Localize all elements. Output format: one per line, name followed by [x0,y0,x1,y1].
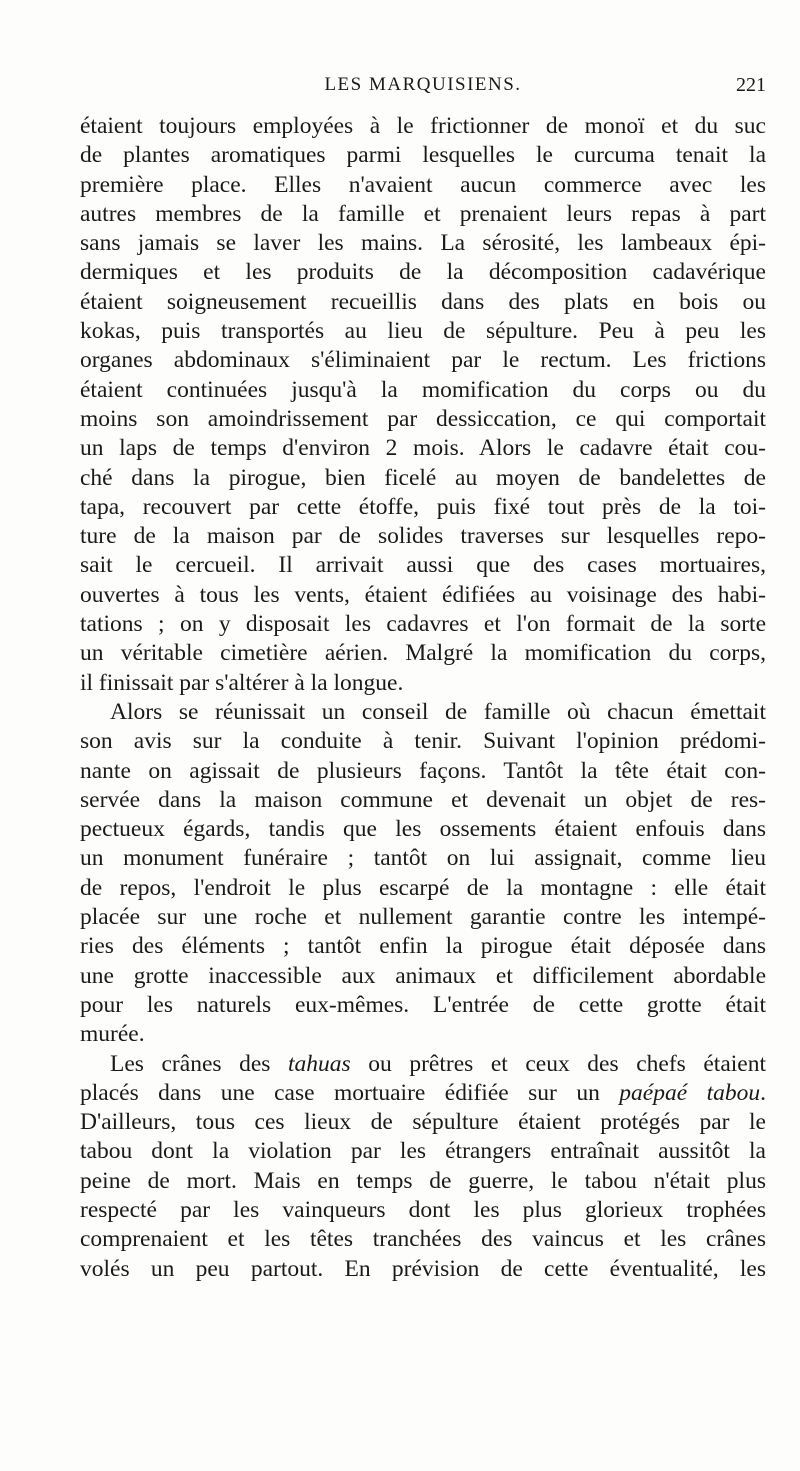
text-line: dermiques et les produits de la décomposition cadavérique [80,259,766,286]
text-line: tations ; on y disposait les cadavres et l'on formait de la sorte [80,611,766,638]
text-fragment: . [760,1079,766,1106]
italic-term: tahuas [288,1050,351,1077]
text-line: servée dans la maison commune et devenait un objet de res- [80,786,766,813]
text-line: murée. [80,1021,145,1048]
text-line: sait le cercueil. Il arrivait aussi que des cases mortuaires, [80,552,766,579]
text-line: pectueux égards, tandis que les ossements étaient enfouis dans [80,816,766,843]
text-line: respecté par les vainqueurs dont les plus glorieux trophées [80,1196,766,1223]
text-line: volés un peu partout. En prévision de cette éventualité, les [80,1255,766,1282]
text-fragment: Les crânes des [110,1050,288,1077]
page-number: 221 [736,74,766,96]
text-line: étaient continuées jusqu'à la momification du corps ou du [80,376,766,403]
text-line: ché dans la pirogue, bien ficelé au moyen de bandelettes de [80,464,766,491]
text-line: sans jamais se laver les mains. La sérosité, les lambeaux épi- [80,230,766,257]
text-line: son avis sur la conduite à tenir. Suivant l'opinion prédomi- [80,728,766,755]
text-line: autres membres de la famille et prenaient leurs repas à part [80,200,766,227]
text-line: kokas, puis transportés au lieu de sépulture. Peu à peu les [80,318,766,345]
text-fragment: ou prêtres et ceux des chefs étaient [350,1050,766,1077]
text-line: un véritable cimetière aérien. Malgré la momification du corps, [80,640,766,667]
text-line: nante on agissait de plusieurs façons. Tantôt la tête était con- [80,757,766,784]
text-line [80,1050,766,1079]
text-line: première place. Elles n'avaient aucun commerce avec les [80,171,766,198]
italic-term: paépaé tabou [619,1079,761,1106]
running-head [80,72,766,102]
text-line: D'ailleurs, tous ces lieux de sépulture étaient protégés par le [80,1109,766,1136]
text-line: ries des éléments ; tantôt enfin la pirogue était déposée dans [80,933,766,960]
text-line: moins son amoindrissement par dessiccation, ce qui comportait [80,405,766,432]
text-line: peine de mort. Mais en temps de guerre, le tabou n'était plus [80,1167,766,1194]
text-line: de repos, l'endroit le plus escarpé de la montagne : elle était [80,874,766,901]
text-line: tabou dont la violation par les étrangers entraînait aussitôt la [80,1138,766,1165]
text-line: un laps de temps d'environ 2 mois. Alors le cadavre était cou- [80,435,766,462]
text-line [80,1079,766,1108]
text-line: un monument funéraire ; tantôt on lui assignait, comme lieu [80,845,766,872]
text-line: il finissait par s'altérer à la longue. [80,669,404,696]
text-line: tapa, recouvert par cette étoffe, puis fixé tout près de la toi- [80,493,766,520]
running-title: LES MARQUISIENS. [324,74,522,95]
text-line: comprenaient et les têtes tranchées des vaincus et les crânes [80,1226,766,1253]
text-line: étaient toujours employées à le frictionner de monoï et du suc [80,113,766,139]
text-line: ouvertes à tous les vents, étaient édifiées au voisinage des habi- [80,581,766,608]
text-line: Alors se réunissait un conseil de famille où chacun émettait [110,698,766,725]
text-line: de plantes aromatiques parmi lesquelles le curcuma tenait la [80,142,766,169]
text-fragment: placés dans une case mortuaire édifiée sur un [80,1079,620,1106]
text-line: étaient soigneusement recueillis dans des plats en bois ou [80,288,766,315]
body-text [80,112,766,1284]
text-line: pour les naturels eux-mêmes. L'entrée de cette grotte était [80,991,766,1018]
text-line: placée sur une roche et nullement garantie contre les intempé- [80,904,766,931]
text-line: organes abdominaux s'éliminaient par le rectum. Les frictions [80,347,766,374]
text-line: une grotte inaccessible aux animaux et difficilement abordable [80,962,766,989]
text-line: ture de la maison par de solides traverses sur lesquelles repo- [80,523,766,550]
